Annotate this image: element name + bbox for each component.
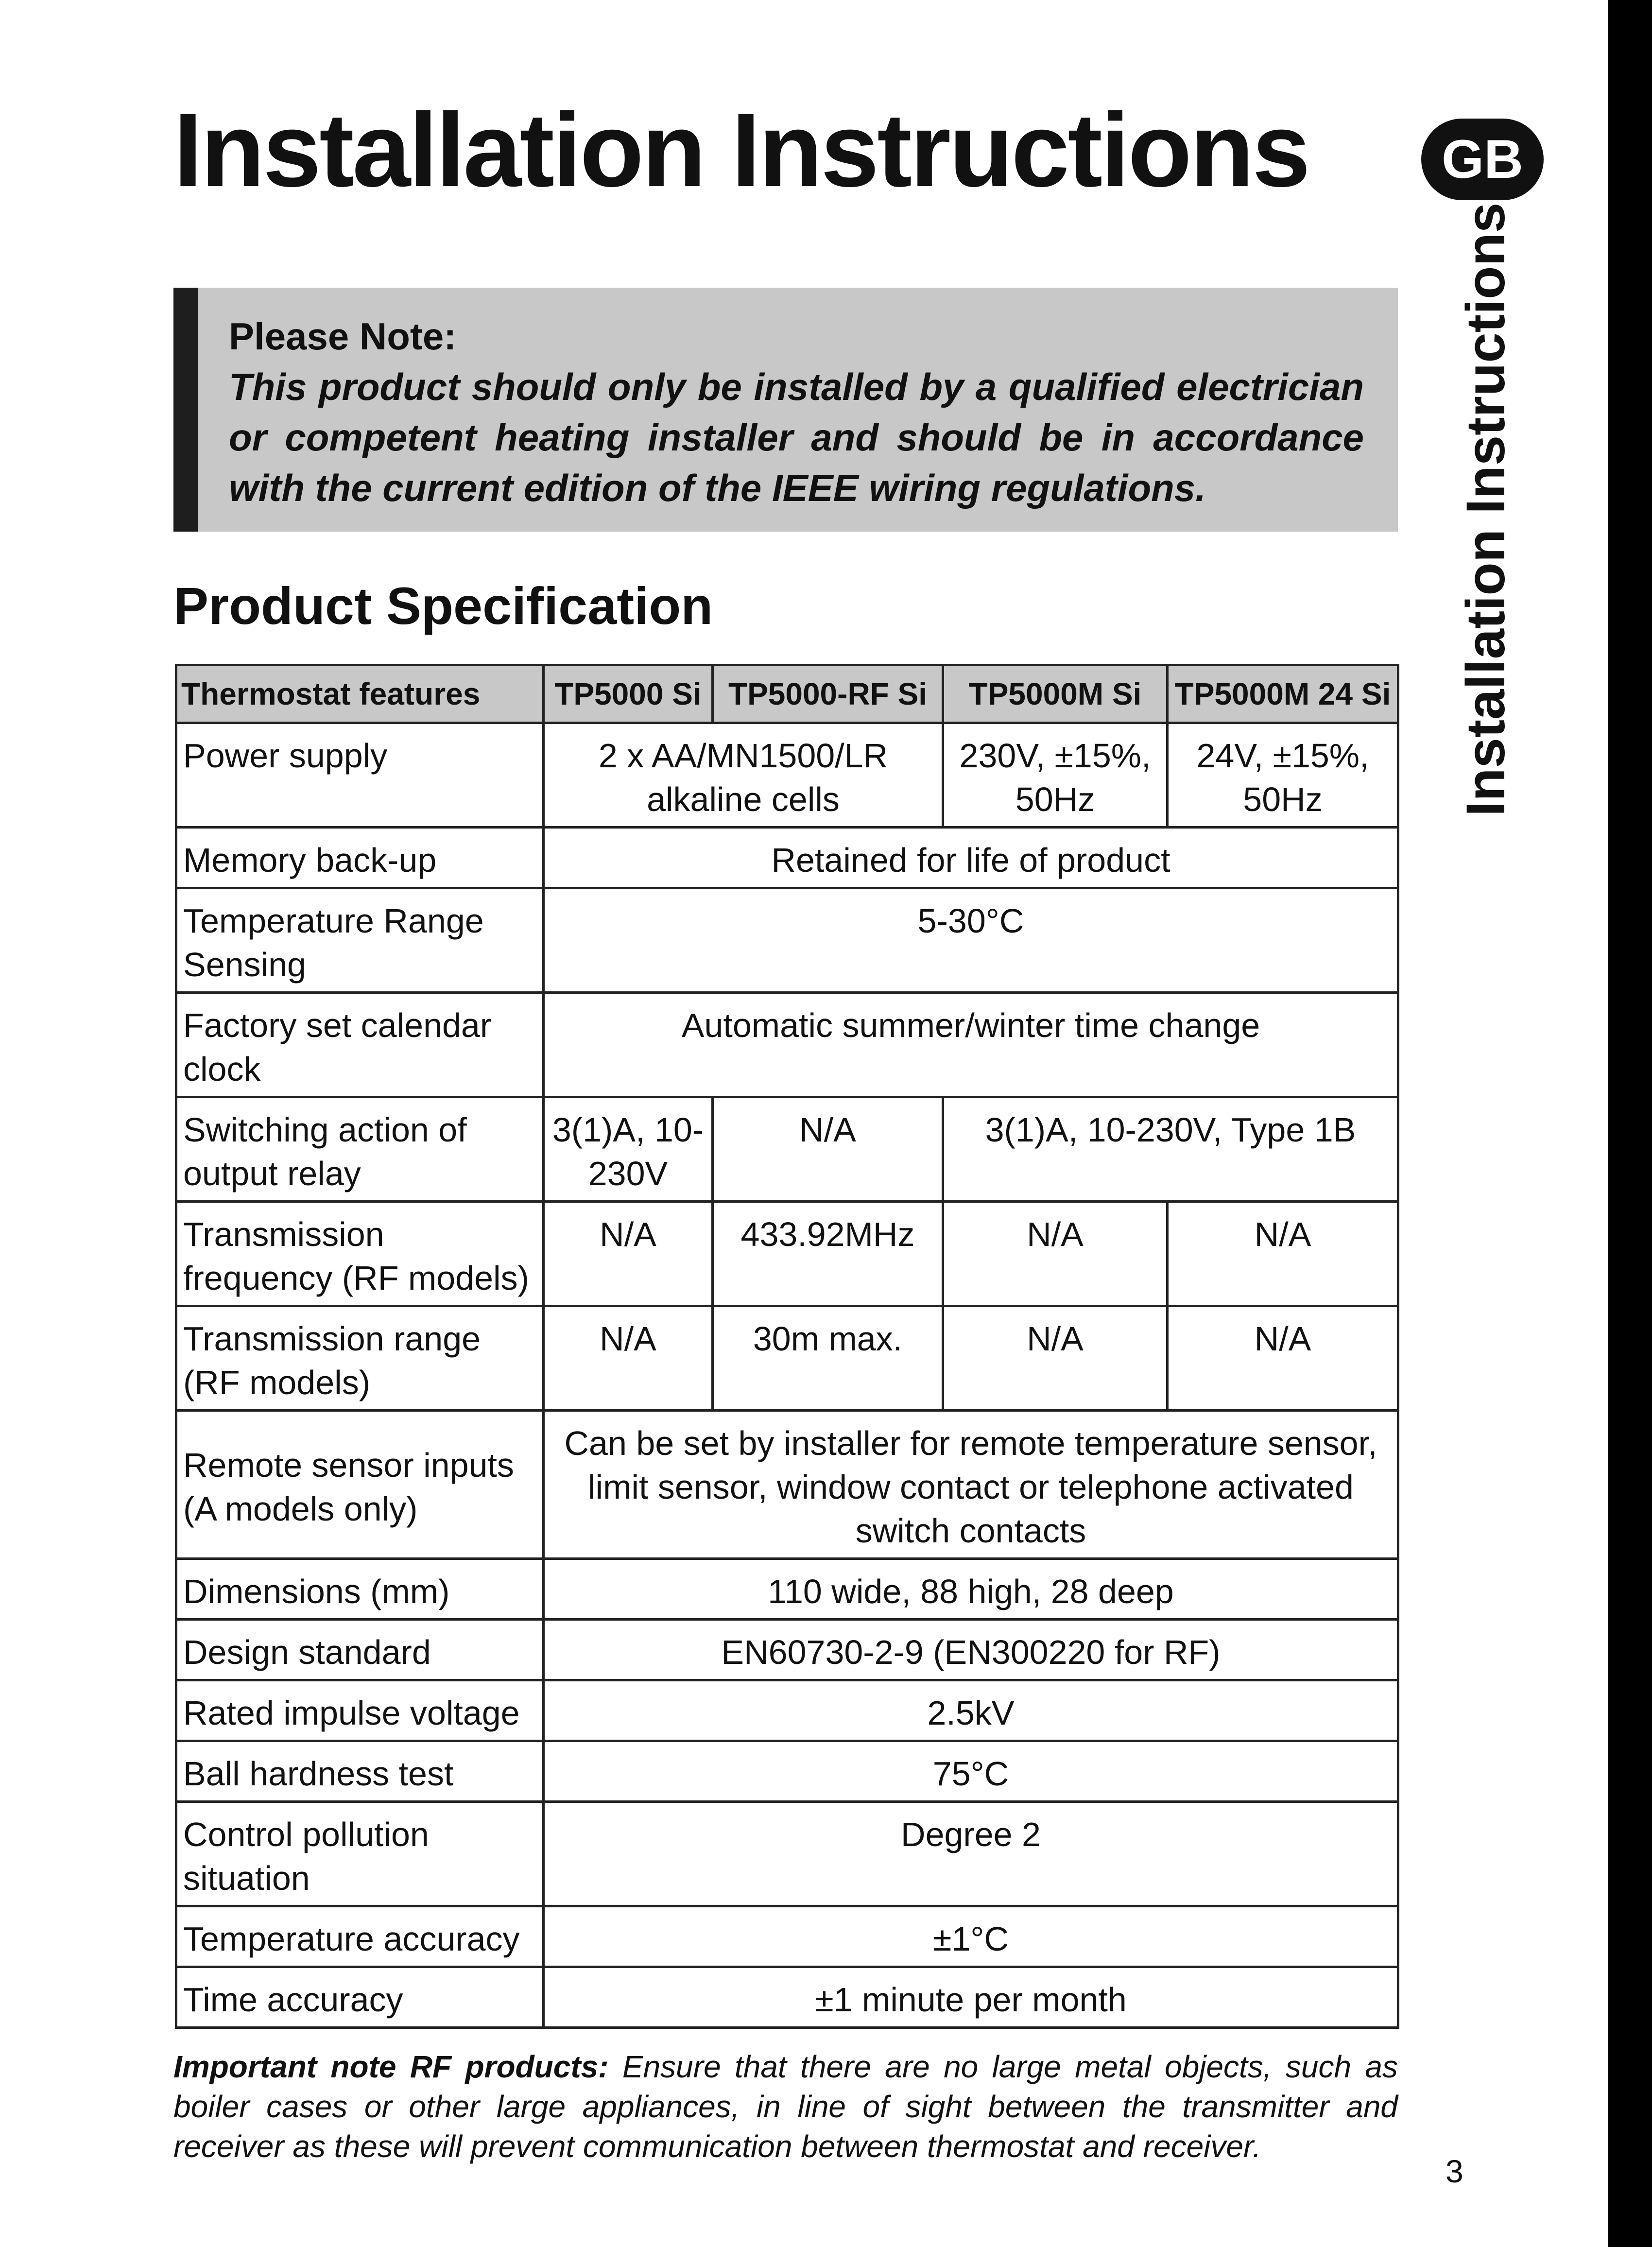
cell-value: Retained for life of product	[544, 828, 1398, 888]
side-section-title: Installation Instructions	[1455, 202, 1516, 816]
row-label: Switching action of output relay	[176, 1097, 544, 1202]
row-label: Design standard	[176, 1620, 544, 1680]
table-row	[176, 1097, 1398, 1202]
row-label: Memory back-up	[176, 828, 544, 888]
row-label: Temperature Range Sensing	[176, 888, 544, 993]
cell-value: 5-30°C	[544, 888, 1398, 993]
cell-value: 433.92MHz	[713, 1202, 943, 1306]
specification-table	[175, 664, 1399, 2029]
note-heading: Please Note:	[229, 315, 457, 358]
table-row	[176, 888, 1398, 993]
note-text: This product should only be installed by a qualified electrician or competent heating installer and should be in accordance with the current edition of the IEEE wiring regulations.	[229, 365, 1364, 509]
row-label: Power supply	[176, 723, 544, 828]
cell-value: 230V, ±15%, 50Hz	[943, 723, 1168, 828]
table-row	[176, 1802, 1398, 1906]
table-row	[176, 1411, 1398, 1559]
table-row	[176, 1680, 1398, 1741]
cell-value: N/A	[713, 1097, 943, 1202]
cell-value: Can be set by installer for remote temperature sensor, limit sensor, window contact or telephone activated switch contacts	[544, 1411, 1398, 1559]
page-number: 3	[1446, 2153, 1463, 2189]
table-row	[176, 828, 1398, 888]
page-title: Installation Instructions	[173, 91, 1309, 208]
cell-value: EN60730-2-9 (EN300220 for RF)	[544, 1620, 1398, 1680]
important-note	[173, 2047, 1398, 2166]
page-edge-strip	[1608, 0, 1652, 2247]
row-label: Remote sensor inputs (A models only)	[176, 1411, 544, 1559]
cell-value: 3(1)A, 10-230V, Type 1B	[943, 1097, 1398, 1202]
cell-value: Degree 2	[544, 1802, 1398, 1906]
cell-value: ±1°C	[544, 1906, 1398, 1967]
column-header: TP5000M 24 Si	[1168, 665, 1398, 723]
table-row	[176, 1967, 1398, 2028]
column-header: Thermostat features	[176, 665, 544, 723]
cell-value: N/A	[1168, 1306, 1398, 1411]
row-label: Factory set calendar clock	[176, 993, 544, 1097]
row-label: Transmission frequency (RF models)	[176, 1202, 544, 1306]
cell-value: 30m max.	[713, 1306, 943, 1411]
table-row	[176, 1202, 1398, 1306]
cell-value: N/A	[943, 1306, 1168, 1411]
column-header: TP5000-RF Si	[713, 665, 943, 723]
row-label: Temperature accuracy	[176, 1906, 544, 1967]
important-note-label: Important note RF products:	[173, 2049, 609, 2084]
cell-value: N/A	[943, 1202, 1168, 1306]
cell-value: Automatic summer/winter time change	[544, 993, 1398, 1097]
table-row	[176, 1741, 1398, 1802]
table-row	[176, 723, 1398, 828]
cell-value: 2 x AA/MN1500/LR alkaline cells	[544, 723, 943, 828]
row-label: Ball hardness test	[176, 1741, 544, 1802]
cell-value: 75°C	[544, 1741, 1398, 1802]
cell-value: 110 wide, 88 high, 28 deep	[544, 1559, 1398, 1620]
row-label: Dimensions (mm)	[176, 1559, 544, 1620]
section-heading: Product Specification	[173, 576, 713, 635]
language-badge: GB	[1421, 119, 1544, 200]
table-header-row	[176, 665, 1398, 723]
cell-value: 2.5kV	[544, 1680, 1398, 1741]
cell-value: N/A	[1168, 1202, 1398, 1306]
table-row	[176, 1559, 1398, 1620]
cell-value: N/A	[544, 1202, 713, 1306]
table-row	[176, 1306, 1398, 1411]
row-label: Time accuracy	[176, 1967, 544, 2028]
column-header: TP5000M Si	[943, 665, 1168, 723]
row-label: Transmission range (RF models)	[176, 1306, 544, 1411]
cell-value: N/A	[544, 1306, 713, 1411]
table-row	[176, 1906, 1398, 1967]
cell-value: 3(1)A, 10-230V	[544, 1097, 713, 1202]
row-label: Control pollution situation	[176, 1802, 544, 1906]
column-header: TP5000 Si	[544, 665, 713, 723]
table-row	[176, 1620, 1398, 1680]
table-row	[176, 993, 1398, 1097]
cell-value: 24V, ±15%, 50Hz	[1168, 723, 1398, 828]
cell-value: ±1 minute per month	[544, 1967, 1398, 2028]
important-note-text: Ensure that there are no large metal objects, such as boiler cases or other large appliances, in line of sight between the transmitter and receiver as these will prevent communication between thermostat and receiver.	[173, 2049, 1398, 2164]
row-label: Rated impulse voltage	[176, 1680, 544, 1741]
please-note-box	[173, 288, 1398, 532]
